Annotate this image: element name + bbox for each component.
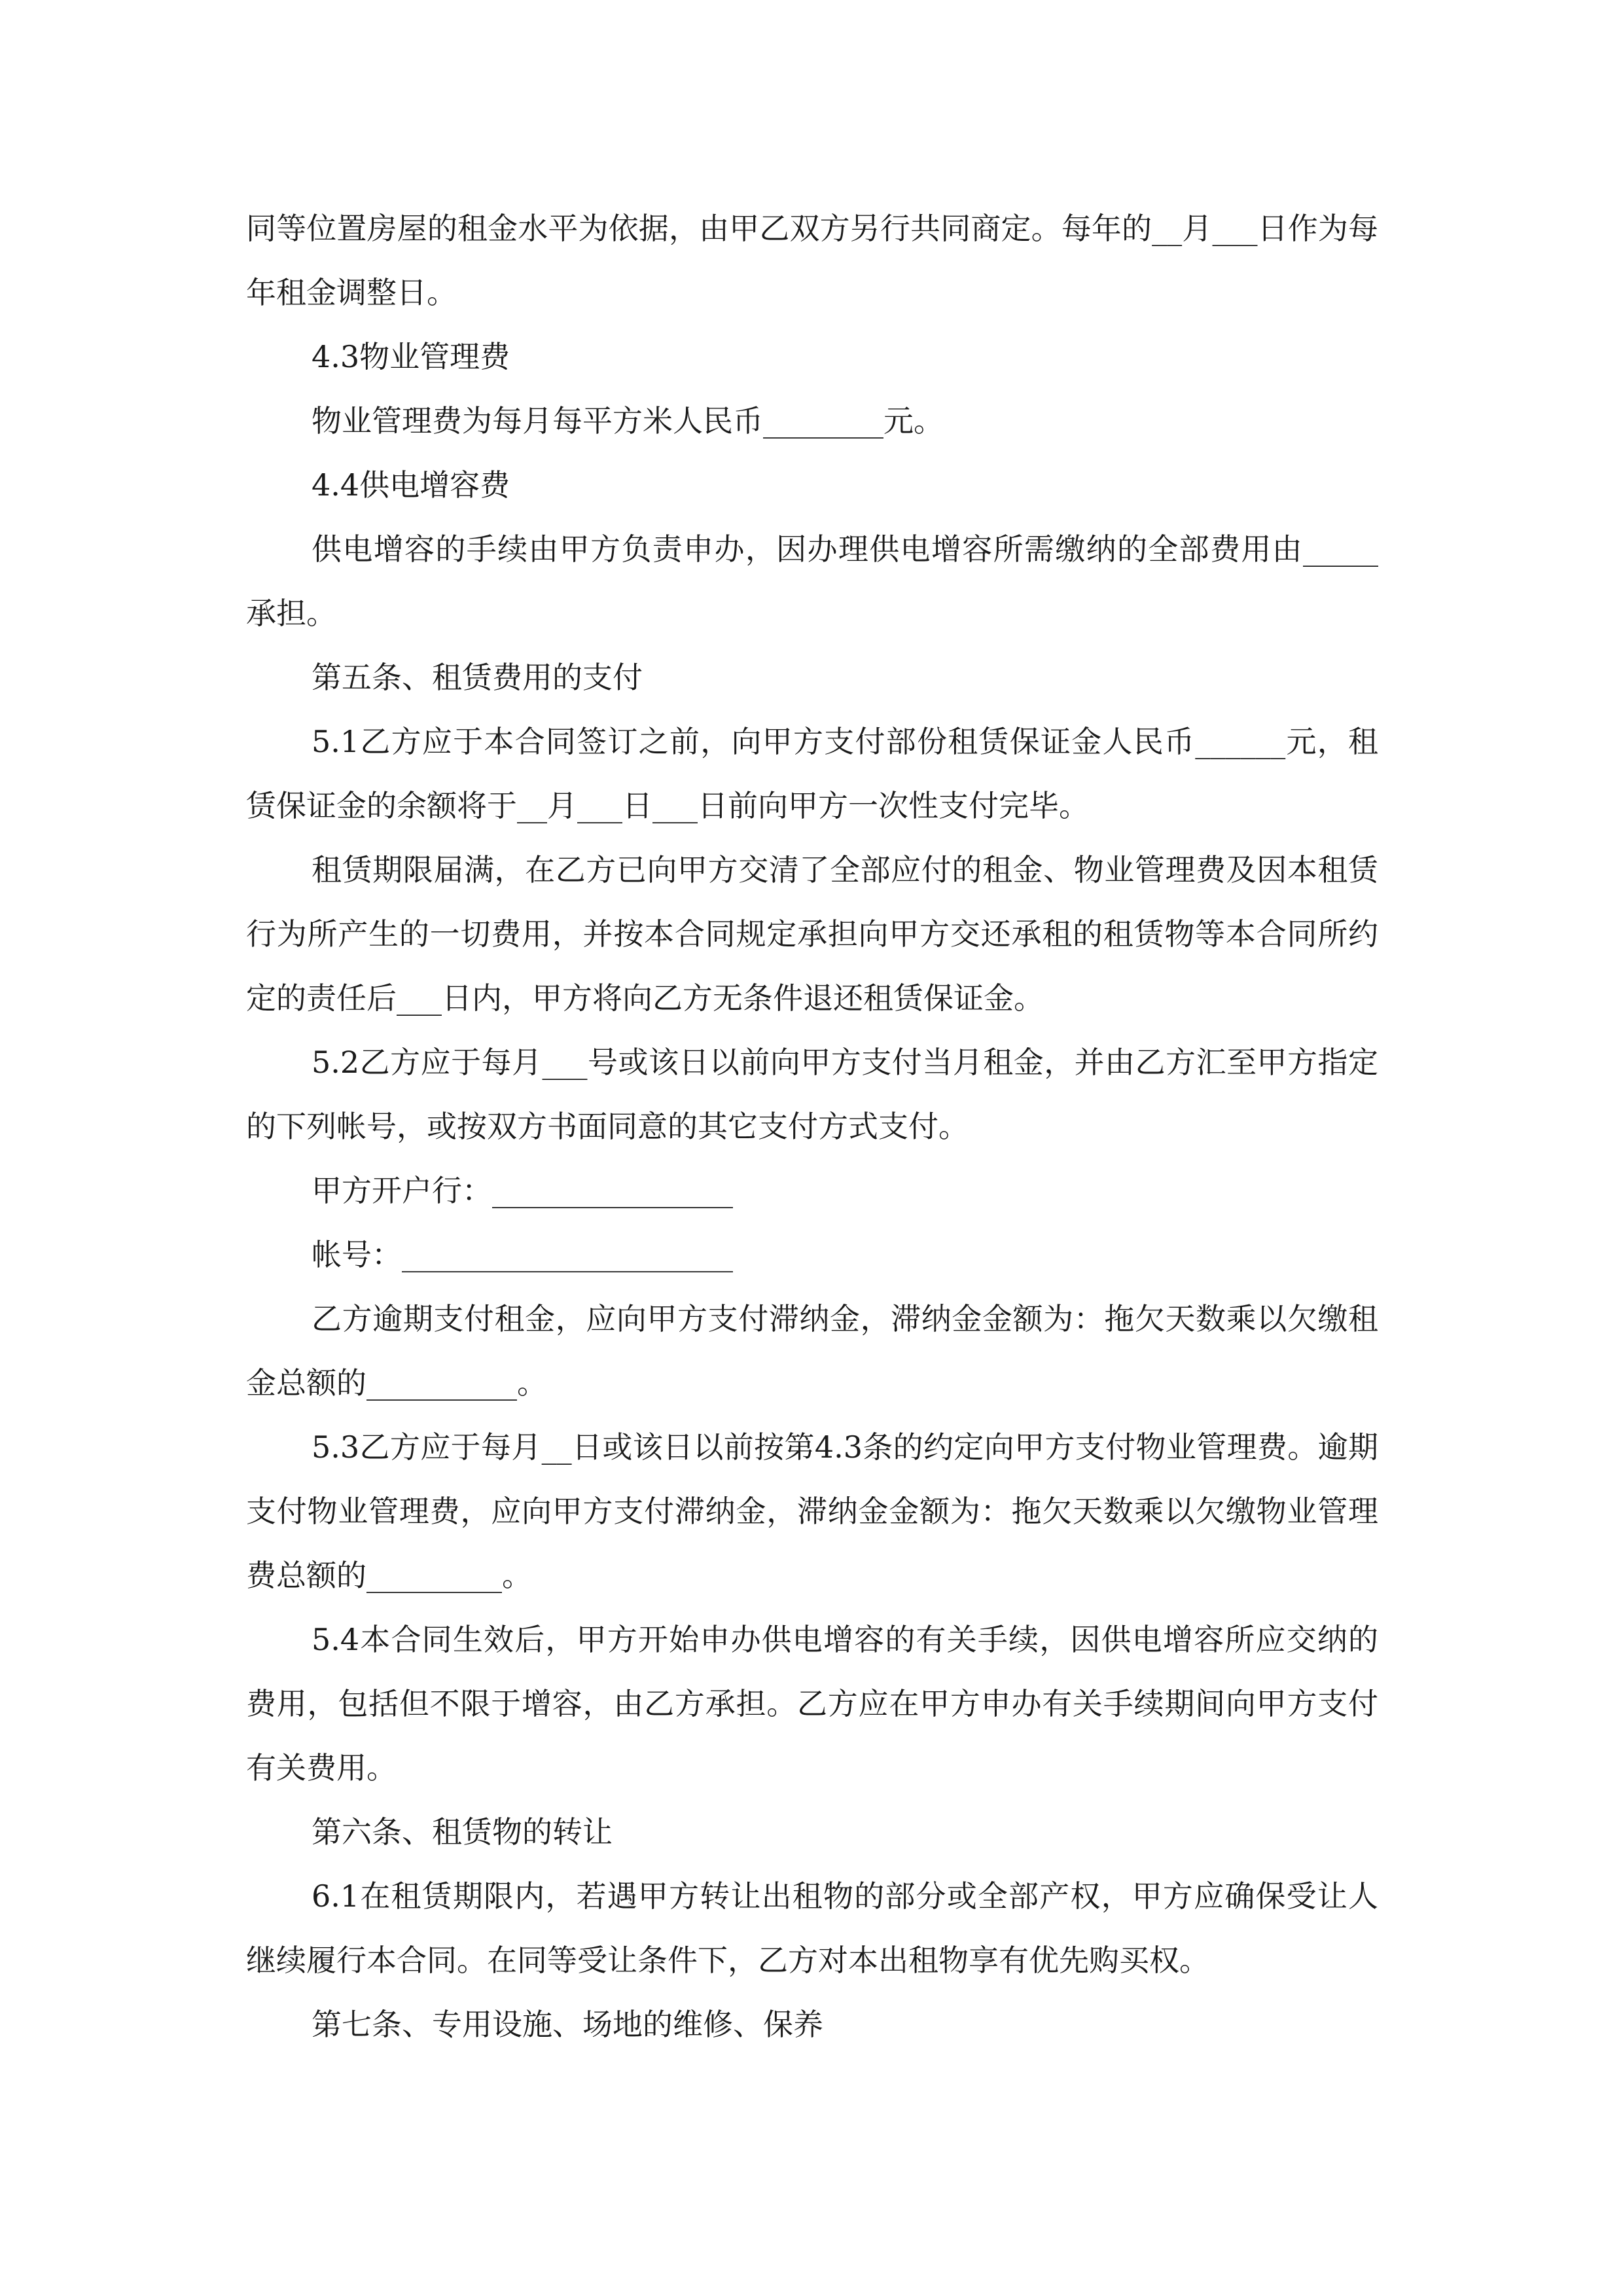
paragraph-6-1: 6.1在租赁期限内，若遇甲方转让出租物的部分或全部产权，甲方应确保受让人继续履行本合同。在同等受让条件下，乙方对本出租物享有优先购买权。	[246, 1878, 1378, 1978]
contract-body-text	[246, 196, 1378, 2056]
paragraph-5-1: 5.1乙方应于本合同签订之前，向甲方支付部份租赁保证金人民币______元，租赁保证金的余额将于__月___日___日前向甲方一次性支付完毕。	[246, 724, 1378, 823]
paragraph-account: 帐号：______________________	[312, 1237, 733, 1272]
heading-4-3-property-fee: 4.3物业管理费	[312, 339, 510, 374]
paragraph-5-3: 5.3乙方应于每月__日或该日以前按第4.3条的约定向甲方支付物业管理费。逾期支付物业管理费，应向甲方支付滞纳金，滞纳金金额为：拖欠天数乘以欠缴物业管理费总额的_________。	[246, 1429, 1378, 1593]
paragraph-rent-adjustment: 同等位置房屋的租金水平为依据，由甲乙双方另行共同商定。每年的__月___日作为每年租金调整日。	[246, 211, 1378, 310]
paragraph-5-2: 5.2乙方应于每月___号或该日以前向甲方支付当月租金，并由乙方汇至甲方指定的下列帐号，或按双方书面同意的其它支付方式支付。	[246, 1045, 1378, 1144]
paragraph-deposit-refund: 租赁期限届满，在乙方已向甲方交清了全部应付的租金、物业管理费及因本租赁行为所产生的一切费用，并按本合同规定承担向甲方交还承租的租赁物等本合同所约定的责任后___日内，甲方将向乙方无条件退还租赁保证金。	[246, 852, 1378, 1016]
heading-article-6: 第六条、租赁物的转让	[312, 1814, 613, 1850]
heading-4-4-power-fee: 4.4供电增容费	[312, 467, 510, 503]
heading-article-5: 第五条、租赁费用的支付	[312, 660, 643, 695]
paragraph-power-fee: 供电增容的手续由甲方负责申办，因办理供电增容所需缴纳的全部费用由_____承担。	[246, 531, 1378, 631]
paragraph-property-fee: 物业管理费为每月每平方米人民币________元。	[312, 403, 944, 439]
paragraph-late-rent: 乙方逾期支付租金，应向甲方支付滞纳金，滞纳金金额为：拖欠天数乘以欠缴租金总额的__________。	[246, 1301, 1378, 1401]
heading-article-7: 第七条、专用设施、场地的维修、保养	[312, 2007, 823, 2042]
paragraph-5-4: 5.4本合同生效后，甲方开始申办供电增容的有关手续，因供电增容所应交纳的费用，包括但不限于增容，由乙方承担。乙方应在甲方申办有关手续期间向甲方支付有关费用。	[246, 1622, 1378, 1785]
paragraph-bank: 甲方开户行：________________	[312, 1173, 733, 1208]
